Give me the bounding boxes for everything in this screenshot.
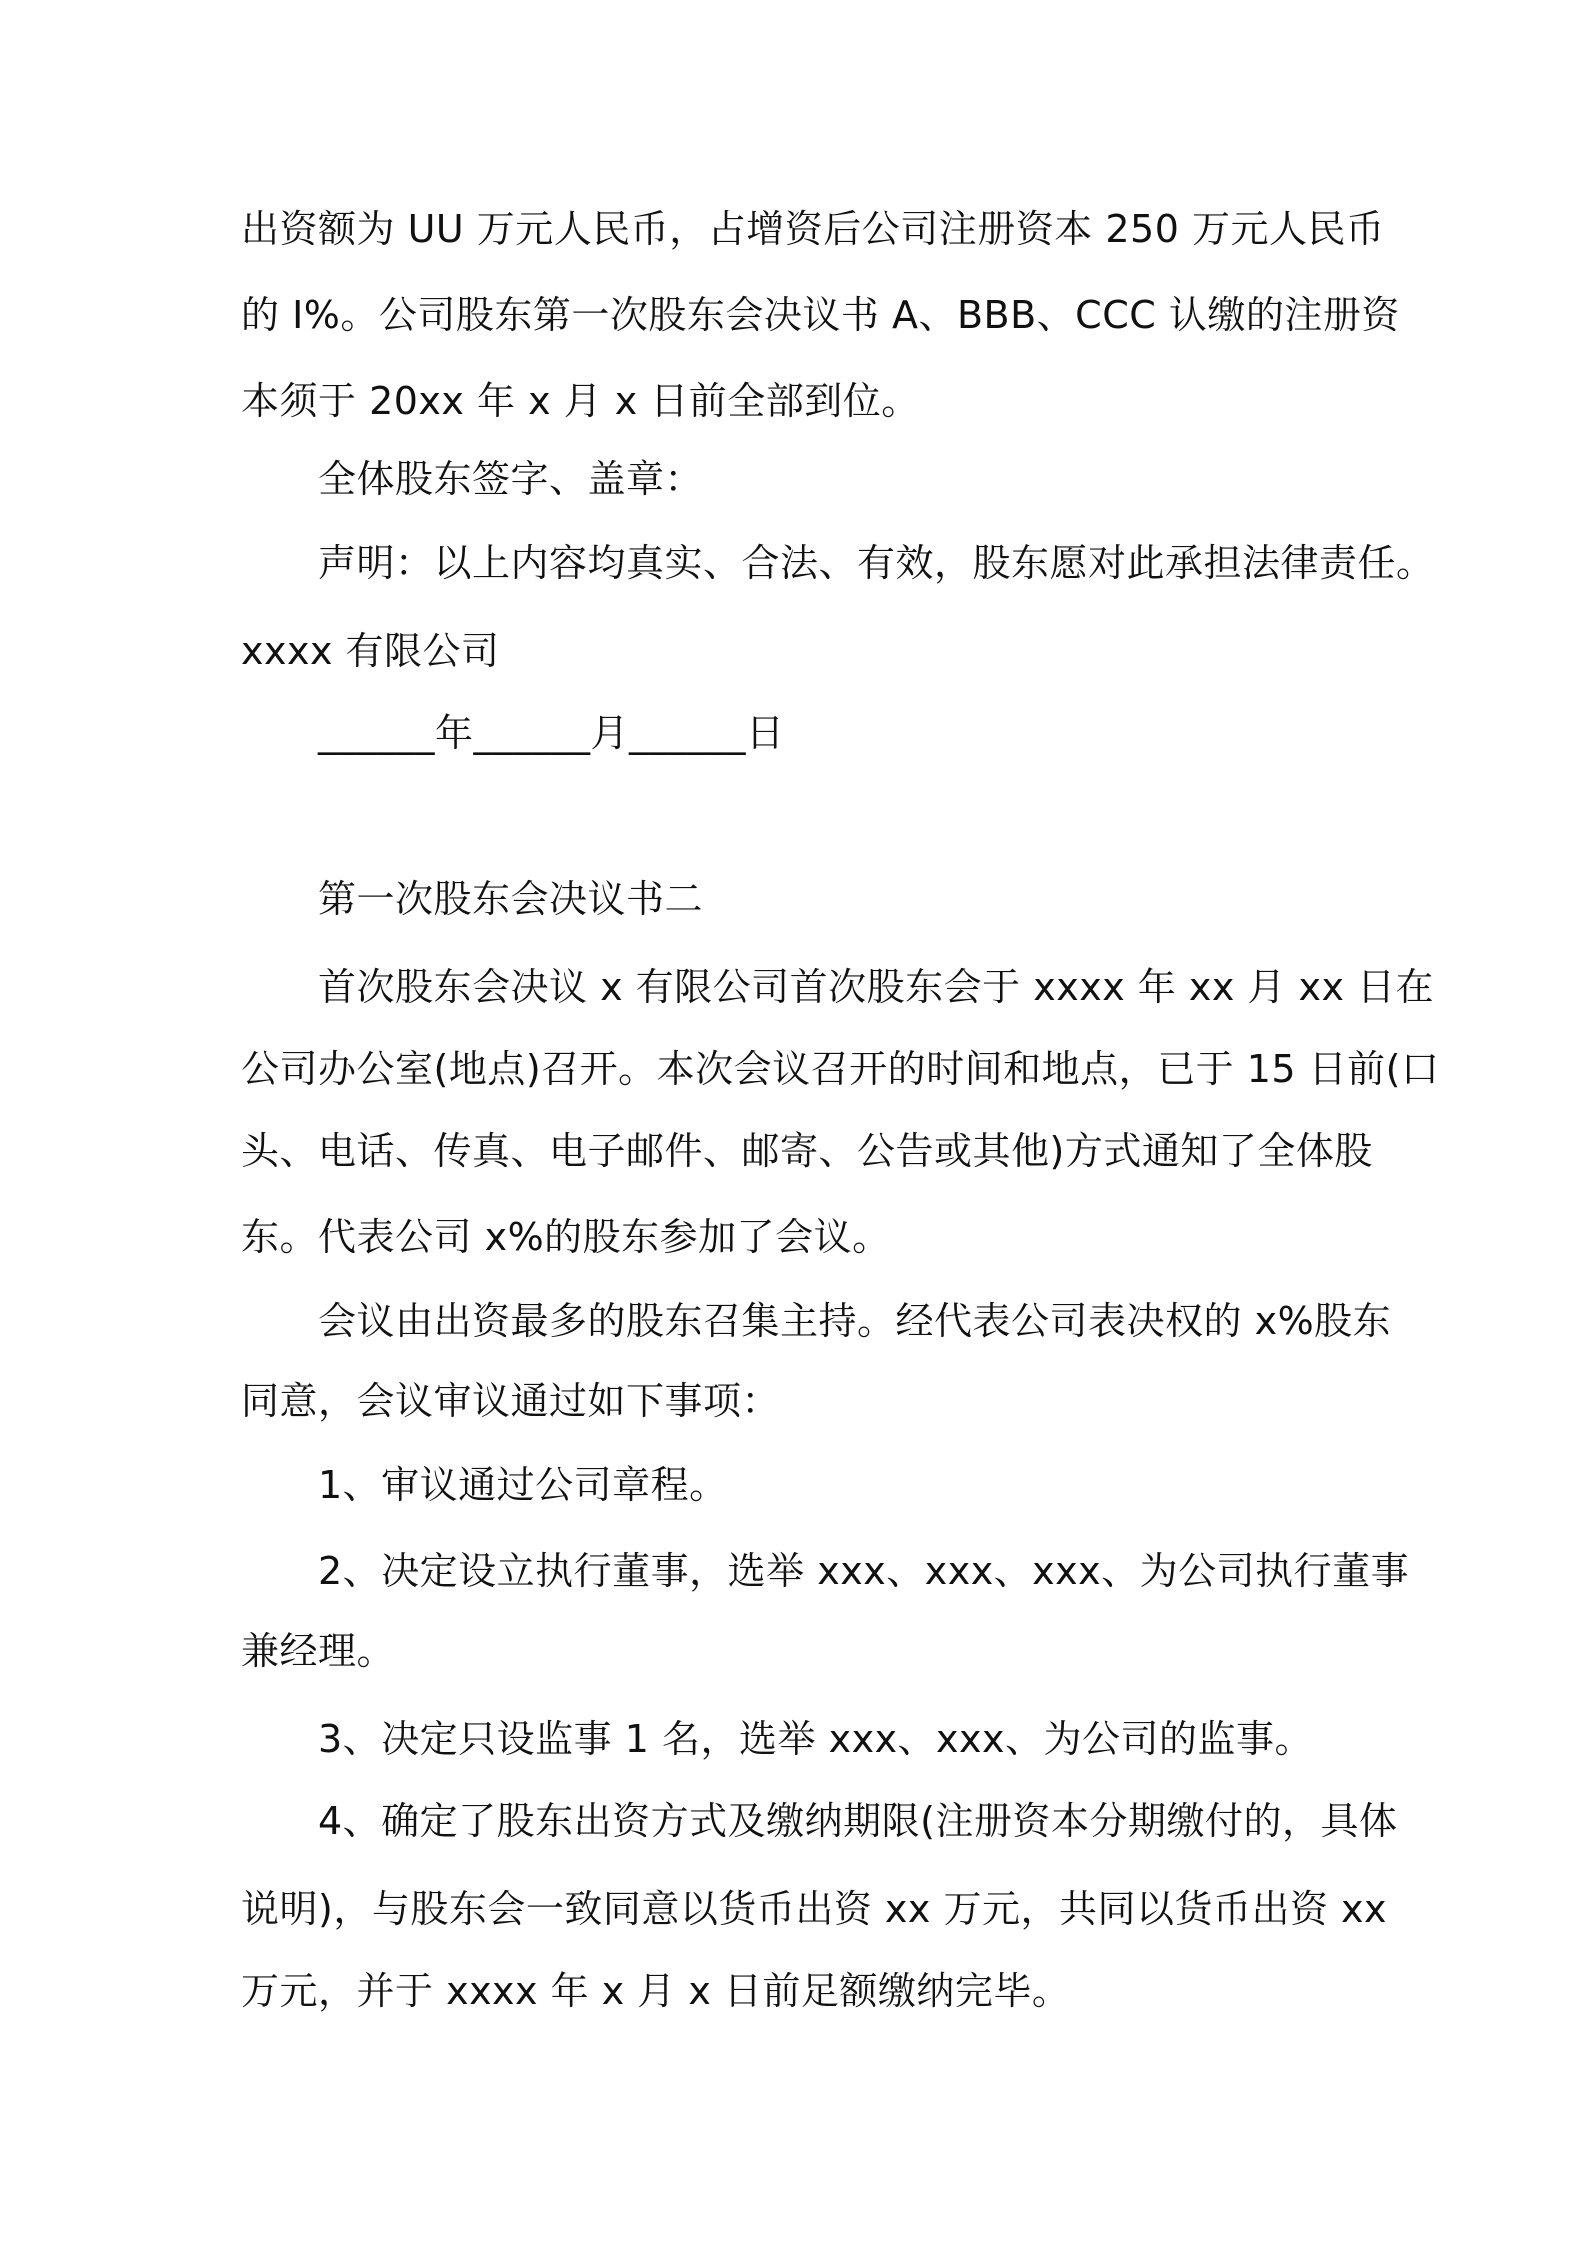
paragraph-line: 头、电话、传真、电子邮件、邮寄、公告或其他)方式通知了全体股 [241,1129,1373,1173]
paragraph-line: 出资额为 UU 万元人民币，占增资后公司注册资本 250 万元人民币 [241,207,1385,251]
list-item-continuation: 说明)，与股东会一致同意以货币出资 xx 万元，共同以货币出资 xx [241,1887,1388,1931]
paragraph-line: 同意，会议审议通过如下事项： [241,1379,781,1423]
date-blank-line: ______年______月______日 [318,711,785,755]
list-item: 4、确定了股东出资方式及缴纳期限(注册资本分期缴付的，具体 [318,1799,1398,1843]
declaration-text: 声明：以上内容均真实、合法、有效，股东愿对此承担法律责任。 [318,541,1435,585]
paragraph-line: 的 I%。公司股东第一次股东会决议书 A、BBB、CCC 认缴的注册资 [241,293,1400,337]
section-title: 第一次股东会决议书二 [318,877,704,921]
list-item-continuation: 万元，并于 xxxx 年 x 月 x 日前足额缴纳完毕。 [241,1969,1071,2013]
company-name: xxxx 有限公司 [241,629,500,673]
signature-prompt: 全体股东签字、盖章： [318,457,704,501]
list-item: 1、审议通过公司章程。 [318,1463,728,1507]
list-item-continuation: 兼经理。 [241,1629,396,1673]
list-item: 3、决定只设监事 1 名，选举 xxx、xxx、为公司的监事。 [318,1717,1314,1761]
paragraph-line: 本须于 20xx 年 x 月 x 日前全部到位。 [241,379,920,423]
paragraph-line: 公司办公室(地点)召开。本次会议召开的时间和地点，已于 15 日前(口 [241,1047,1440,1091]
paragraph-line: 东。代表公司 x%的股东参加了会议。 [241,1215,891,1259]
list-item: 2、决定设立执行董事，选举 xxx、xxx、xxx、为公司执行董事 [318,1549,1410,1593]
paragraph-line: 首次股东会决议 x 有限公司首次股东会于 xxxx 年 xx 月 xx 日在 [318,965,1435,1009]
paragraph-line: 会议由出资最多的股东召集主持。经代表公司表决权的 x%股东 [318,1299,1392,1343]
